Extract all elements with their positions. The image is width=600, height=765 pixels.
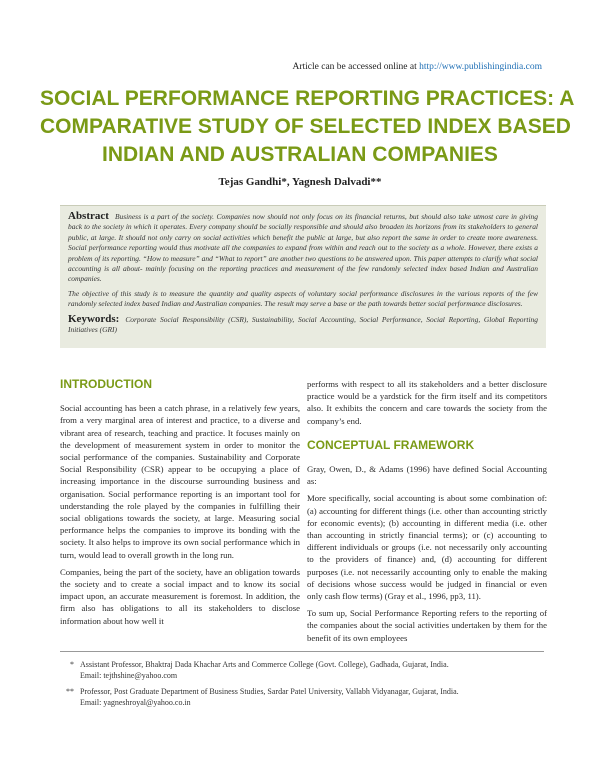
introduction-heading: INTRODUCTION <box>60 377 152 391</box>
footnote-1 <box>60 659 544 681</box>
access-note <box>293 62 543 72</box>
publisher-link[interactable]: http://www.publishingindia.com <box>419 62 542 72</box>
right-column <box>307 378 547 649</box>
footnote-divider <box>60 651 544 652</box>
framework-paragraph-2: More specifically, social accounting is about some combination of: (a) accounting for different things (i.e. other than accounting strictly for economic events); (b) accounting in different media (i.e. other than accounting in strictly financial terms); or (c) accounting to different individuals or groups (i.e. not necessarily only accounting to the providers of finance) and, (d) accounting for different purposes (i.e. not necessarily accounting only to enable the making of decisions whose success would be judged in financial or even only cash flow terms) (Gray et al., 1996, pp3, 11). <box>307 493 547 602</box>
title-line-2: COMPARATIVE STUDY OF SELECTED INDEX BASED <box>40 115 571 138</box>
left-column <box>60 378 300 632</box>
footnote-1-affiliation: Assistant Professor, Bhaktraj Dada Khachar Arts and Commerce College (Govt. College), Gadhada, Gujarat, India. <box>80 660 449 669</box>
abstract-box <box>60 205 546 348</box>
framework-paragraph-1: Gray, Owen, D., & Adams (1996) have defined Social Accounting as: <box>307 464 547 487</box>
introduction-paragraph-1: Social accounting has been a catch phrase, in a relatively few years, from a very marginal area of interest and practice, to a diverse and vibrant area of research, teaching and practice. It focuses mainly on the development of measurement system in order to monitor the social performance of the companies. Sustainability and Corporate Social Responsibility (CSR) appear to be occupying a place of increasing importance in the discourse surrounding business and organisation. Social performance reporting is an important tool for understanding the role played by the companies in fulfilling their social obligations towards the society, at large. Measuring social performance helps the companies to improve its bonding with the society. It also helps to improve its own social performance which in turn, would lead to overall growth in the long run. <box>60 403 300 560</box>
keywords-paragraph <box>68 314 538 336</box>
abstract-label: Abstract <box>68 210 109 222</box>
paper-title <box>40 85 575 169</box>
keywords-label: Keywords: <box>68 312 120 325</box>
title-line-3: INDIAN AND AUSTRALIAN COMPANIES <box>102 143 498 166</box>
keywords-text: Corporate Social Responsibility (CSR), Sustainability, Social Accounting, Social Performance, Social Reporting, Global Reporting Initiatives (GRI) <box>68 314 538 335</box>
authors: Tejas Gandhi*, Yagnesh Dalvadi** <box>218 176 382 188</box>
footnote-2-email[interactable]: Email: yagneshroyal@yahoo.co.in <box>80 698 191 707</box>
footnote-2-mark: ** <box>66 687 74 696</box>
introduction-paragraph-2: Companies, being the part of the society, have an obligation towards the society and to create a social impact and to know its social impact upon, an accurate measurement is foremost. In addition, the firm also has obligations to all its stakeholders to disclose information about how well it <box>60 566 300 626</box>
framework-paragraph-3: To sum up, Social Performance Reporting refers to the reporting of the companies about the social activities undertaken by them for the benefit of its own employees <box>307 608 547 643</box>
conceptual-framework-heading: CONCEPTUAL FRAMEWORK <box>307 437 475 452</box>
access-text: Article can be accessed online at <box>292 62 420 72</box>
abstract-paragraph-2: The objective of this study is to measure the quantity and quality aspects of voluntary social performance disclosures in the various reports of the few randomly selected index based Indian and Australian companies. The result may serve a base or the path towards better social performance disclosures. <box>68 288 538 309</box>
footnote-2-affiliation: Professor, Post Graduate Department of Business Studies, Sardar Patel University, Vallabh Vidyanagar, Gujarat, India. <box>80 687 459 696</box>
footnote-2 <box>60 686 544 708</box>
introduction-continued: performs with respect to all its stakeholders and a better disclosure practice would be a yardstick for the firm itself and its competitors also. It exhibits the concern and care towards the society from the company’s end. <box>307 379 547 426</box>
footnote-1-mark: * <box>70 660 74 669</box>
footnote-1-email[interactable]: Email: tejthshine@yahoo.com <box>80 671 178 680</box>
title-line-1: SOCIAL PERFORMANCE REPORTING PRACTICES: A <box>40 87 575 110</box>
abstract-paragraph-1 <box>68 211 538 285</box>
abstract-text-1: Business is a part of the society. Companies now should not only focus on its financial returns, but should also take utmost care in giving back to the society in which it operates. Every company should be socially responsible and should also broaden its horizons from its stakeholders to general public, at large. It should not only carry on social activities which benefit the public at large, but also report the same in order to create more awareness. Social performance reporting would thus motivate all the companies to expand from within and reach out to the society as a whole. However, there exists a problem of its reporting. “How to measure” and “What to report” are another two questions to be answered upon. This paper attempts to clarify what social accounting is all about- mainly focusing on the reporting practices and measurement of the few randomly selected index based Indian and Australian companies. <box>68 212 538 284</box>
